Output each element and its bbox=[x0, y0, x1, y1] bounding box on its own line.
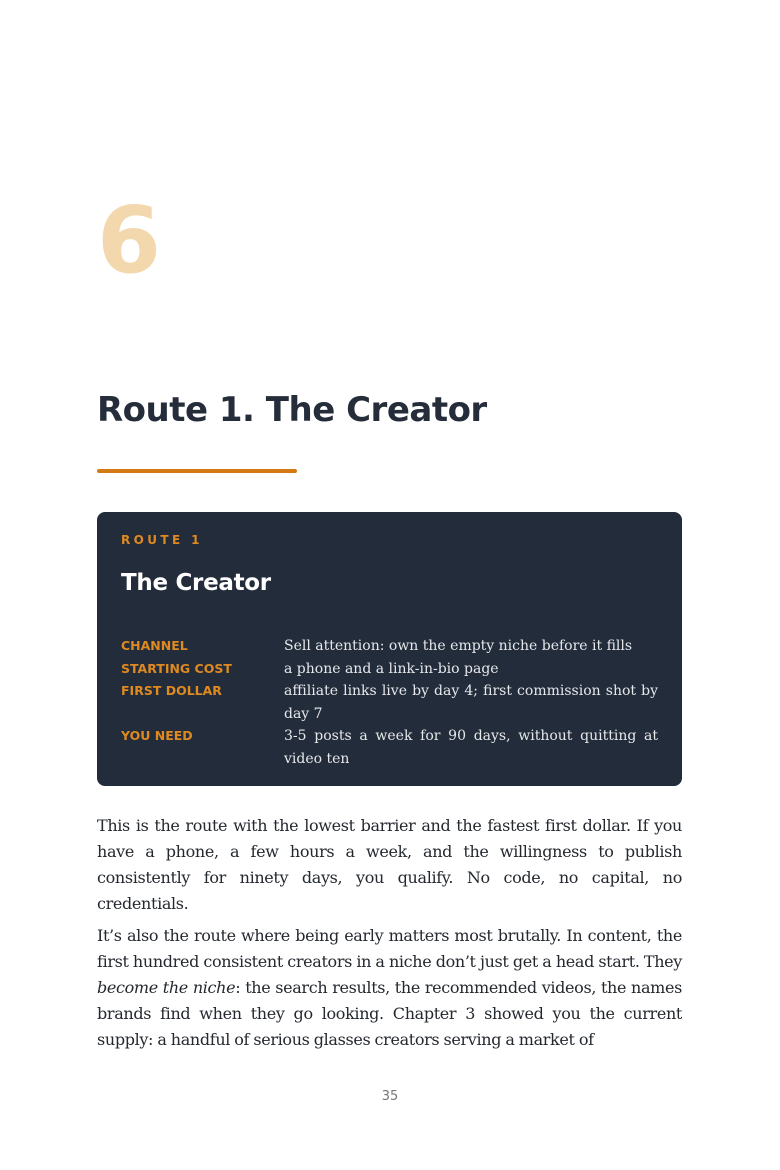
detail-value: Sell attention: own the empty niche before it fills bbox=[284, 638, 633, 654]
paragraph-2-end: : the search results, the recommended videos, the names brands find when they go looking. Chapter 3 showed you the current supply: a handful of serious glasses creators serving a market of bbox=[97, 978, 682, 1049]
detail-key: CHANNEL bbox=[121, 638, 188, 653]
detail-key: STARTING COST bbox=[121, 660, 232, 676]
detail-row-channel bbox=[121, 635, 658, 658]
route-name: The Creator bbox=[121, 570, 271, 596]
route-details bbox=[121, 635, 658, 770]
detail-row-starting-cost bbox=[121, 658, 658, 681]
detail-key: YOU NEED bbox=[121, 728, 193, 743]
chapter-title: Route 1. The Creator bbox=[97, 390, 487, 430]
title-underline bbox=[97, 469, 297, 473]
paragraph-2-start: It’s also the route where being early matters most brutally. In content, the first hundred consistent creators in a niche don’t just get a head start. They bbox=[97, 926, 682, 971]
route-eyebrow: ROUTE 1 bbox=[121, 533, 203, 547]
route-summary-card bbox=[97, 512, 682, 786]
body-text bbox=[97, 813, 682, 1059]
page-number: 35 bbox=[381, 1089, 399, 1104]
chapter-number: 6 bbox=[97, 187, 160, 294]
paragraph-1: This is the route with the lowest barrier and the fastest first dollar. If you have a phone, a few hours a week, and the willingness to publish consistently for ninety days, you qualify. No code, no capital, no credentials. bbox=[97, 816, 682, 913]
detail-key: FIRST DOLLAR bbox=[121, 683, 222, 698]
paragraph-2 bbox=[97, 923, 682, 1053]
detail-row-you-need bbox=[121, 725, 658, 770]
detail-row-first-dollar bbox=[121, 680, 658, 725]
detail-value: affiliate links live by day 4; first commission shot by day 7 bbox=[284, 683, 658, 722]
detail-value: 3-5 posts a week for 90 days, without quitting at video ten bbox=[284, 728, 658, 767]
emphasis-text: become the niche bbox=[97, 978, 236, 997]
detail-value: a phone and a link-in-bio page bbox=[284, 660, 499, 677]
